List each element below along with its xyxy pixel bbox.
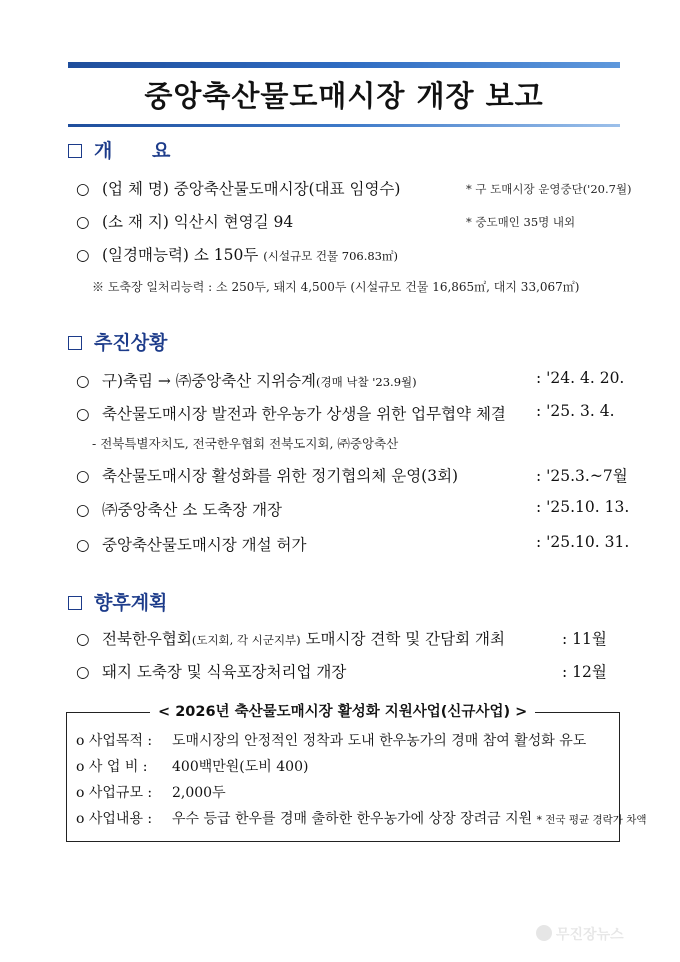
section-progress-heading: 추진상황 [68, 328, 167, 355]
progress-date-3: : '25.3.~7월 [536, 467, 628, 485]
overview-location-note: * 중도매인 35명 내외 [466, 215, 576, 229]
progress-date-5: : '25.10. 31. [536, 533, 630, 551]
watermark: 무진장뉴스 [536, 924, 624, 944]
plan-row-1: ○ 전북한우협회(도지회, 각 시군지부) 도매시장 견학 및 간담회 개최 [76, 630, 505, 648]
logo-icon [536, 925, 552, 941]
progress-row-4: ○ ㈜중앙축산 소 도축장 개장 [76, 501, 283, 519]
progress-row-3: ○ 축산물도매시장 활성화를 위한 정기협의체 운영(3회) [76, 467, 459, 485]
progress-sub-note: - 전북특별자치도, 전국한우협회 전북도지회, ㈜중앙축산 [92, 436, 399, 451]
overview-company-row: ○ (업 체 명) 중앙축산물도매시장(대표 임영수) [76, 180, 401, 198]
plan-row-2: ○ 돼지 도축장 및 식육포장처리업 개장 [76, 663, 347, 681]
progress-date-2: : '25. 3. 4. [536, 402, 615, 420]
box-row-purpose: o 사업목적 : 도매시장의 안정적인 정착과 도내 한우농가의 경매 참여 활성화 유도 [76, 733, 587, 749]
bottom-rule [68, 124, 620, 127]
box-row-budget: o 사 업 비 : 400백만원(도비 400) [76, 759, 309, 775]
progress-date-4: : '25.10. 13. [536, 498, 630, 516]
progress-row-5: ○ 중앙축산물도매시장 개설 허가 [76, 536, 307, 554]
plan-date-2: : 12월 [562, 663, 607, 681]
overview-capacity-row: ○ (일경매능력) 소 150두 (시설규모 건물 706.83㎡) [76, 246, 398, 264]
checkbox-square-icon [68, 144, 82, 158]
section-plan-heading: 향후계획 [68, 588, 167, 615]
checkbox-square-icon [68, 336, 82, 350]
checkbox-square-icon [68, 596, 82, 610]
progress-row-2: ○ 축산물도매시장 발전과 한우농가 상생을 위한 업무협약 체결 [76, 405, 506, 423]
box-row-scale: o 사업규모 : 2,000두 [76, 785, 226, 801]
overview-slaughter-note: ※ 도축장 일처리능력 : 소 250두, 돼지 4,500두 (시설규모 건물 16,865㎡, 대지 33,067㎡) [92, 280, 580, 294]
progress-row-1: ○ 구)축림 → ㈜중앙축산 지위승계(경매 낙찰 '23.9월) [76, 372, 417, 390]
box-row-content: o 사업내용 : 우수 등급 한우를 경매 출하한 한우농가에 상장 장려금 지원 * 전국 평균 경락가 차액 [76, 811, 647, 827]
page-title: 중앙축산물도매시장 개장 보고 [144, 79, 544, 113]
section-overview-heading: 개 요 [68, 136, 170, 163]
plan-date-1: : 11월 [562, 630, 607, 648]
overview-company-note: * 구 도매시장 운영중단('20.7월) [466, 182, 632, 196]
progress-date-1: : '24. 4. 20. [536, 369, 625, 387]
top-rule [68, 62, 620, 68]
overview-location-row: ○ (소 재 지) 익산시 현영길 94 [76, 213, 294, 231]
support-project-title: < 2026년 축산물도매시장 활성화 지원사업(신규사업) > [150, 700, 535, 721]
